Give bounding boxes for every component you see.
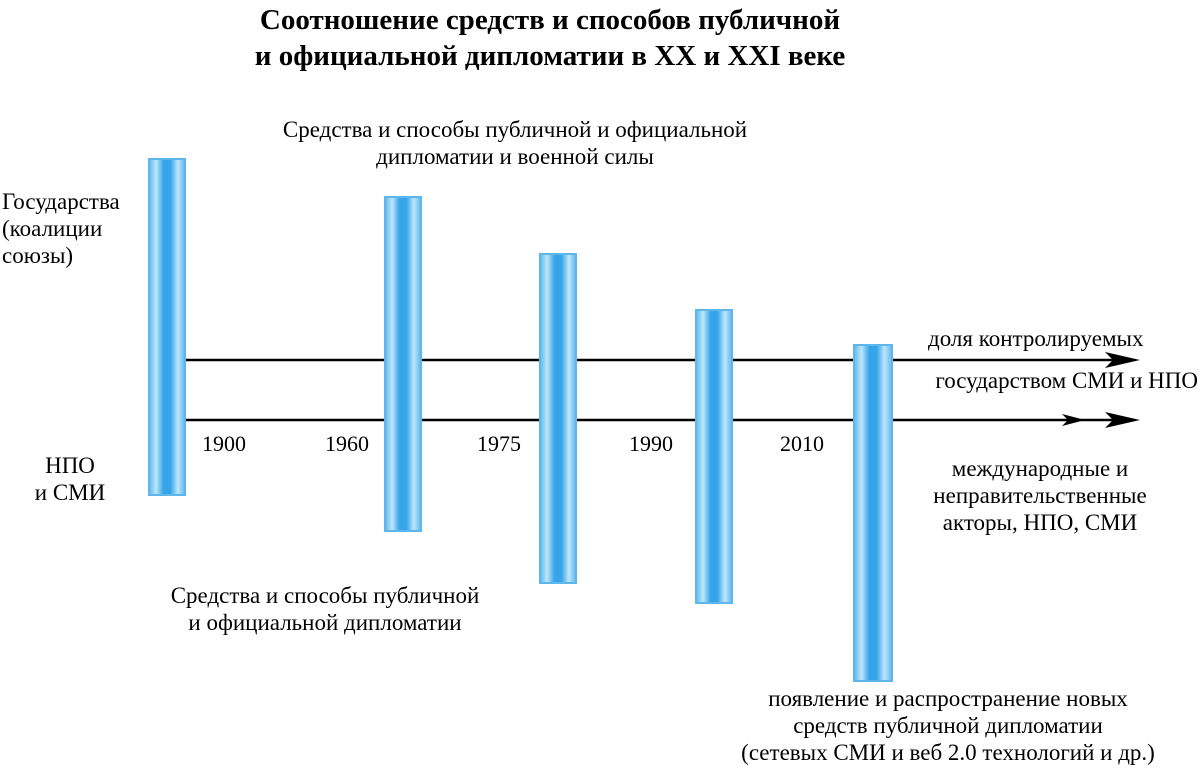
year-label-2010: 2010 <box>780 431 824 456</box>
bottom-caption: Средства и способы публичной и официальной дипломатии <box>170 583 480 635</box>
year-label-1975: 1975 <box>477 431 521 456</box>
bar-1960 <box>384 196 422 532</box>
year-label-1990: 1990 <box>629 431 673 456</box>
bar-2010 <box>853 344 893 682</box>
right-upper-label-line1: доля контролируемых <box>928 326 1144 351</box>
bar-1900 <box>148 158 186 496</box>
year-label-1960: 1960 <box>325 431 369 456</box>
right-lower-label: международные и неправительственные акторы, НПО, СМИ <box>933 456 1147 535</box>
year-label-1900: 1900 <box>202 431 246 456</box>
left-lower-label: НПО и СМИ <box>34 453 106 505</box>
diagram-title: Соотношение средств и способов публичной и официальной дипломатии в XX и XXI веке <box>254 4 846 72</box>
bar-1990 <box>695 309 733 604</box>
right-upper-label-line2: государством СМИ и НПО <box>935 368 1198 393</box>
footer-caption: появление и распространение новых средств публичной дипломатии (сетевых СМИ и веб 2.0 технологий и др.) <box>741 686 1155 765</box>
top-caption: Средства и способы публичной и официальной дипломатии и военной силы <box>282 117 748 169</box>
bar-1975 <box>539 253 577 584</box>
left-upper-label: Государства (коалиции союзы) <box>2 189 120 268</box>
